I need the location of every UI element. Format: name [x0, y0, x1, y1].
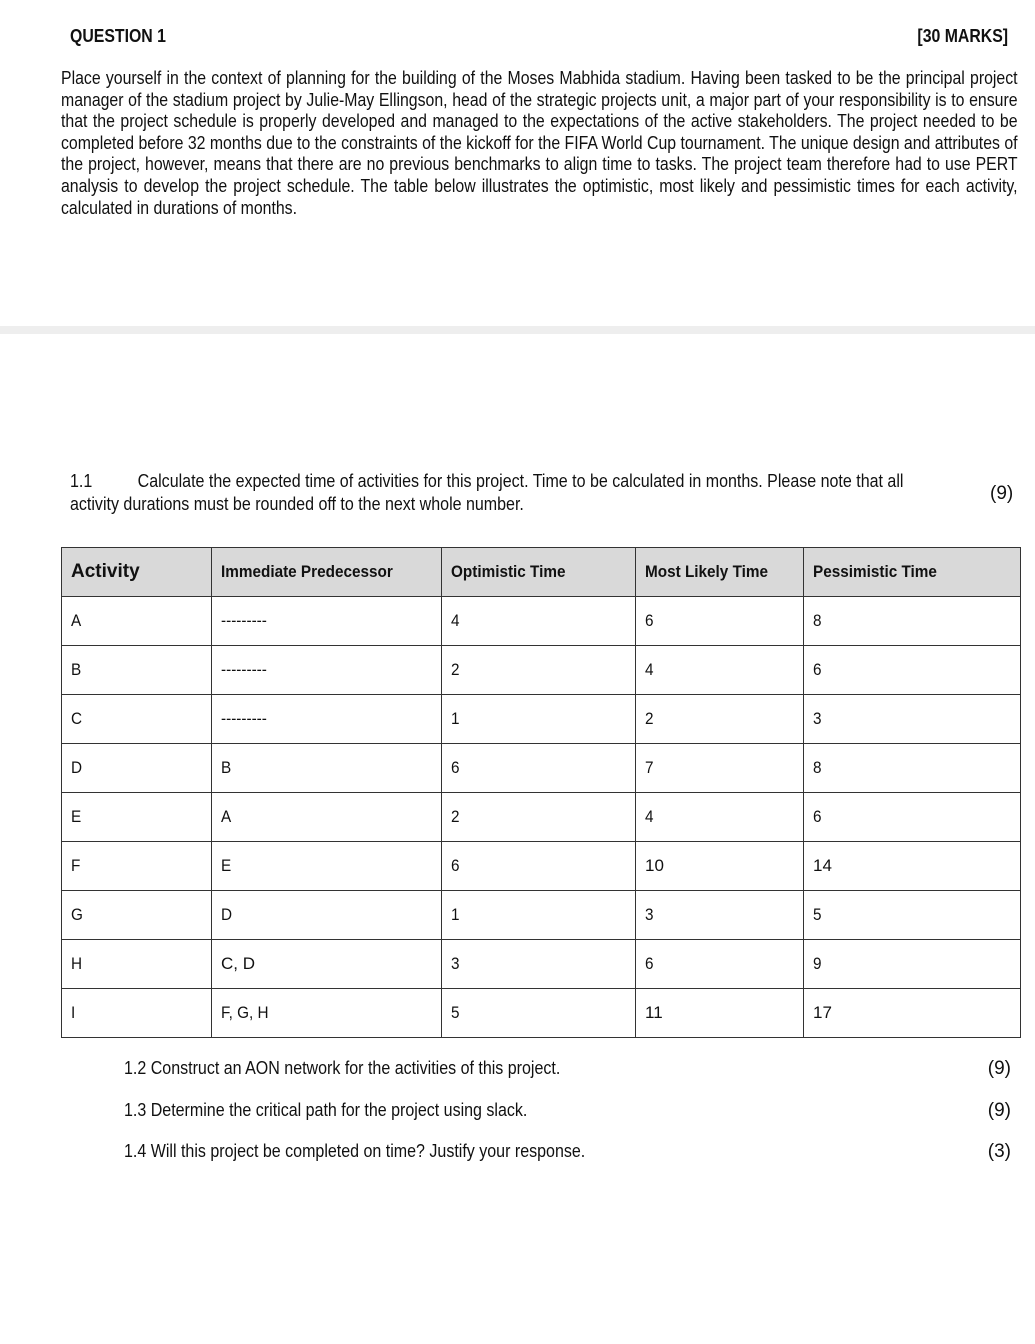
cell-pessimistic: 5 [804, 891, 1021, 940]
cell-most-likely: 2 [636, 695, 804, 744]
cell-optimistic: 6 [442, 744, 636, 793]
question-1-3-marks: (9) [987, 1100, 1011, 1121]
cell-pessimistic: 8 [804, 597, 1021, 646]
cell-most-likely: 11 [636, 989, 804, 1038]
cell-pessimistic: 6 [804, 646, 1021, 695]
table-row [62, 842, 1021, 891]
cell-optimistic: 5 [442, 989, 636, 1038]
table-row [62, 989, 1021, 1038]
cell-predecessor: B [212, 744, 442, 793]
cell-predecessor: C, D [212, 940, 442, 989]
cell-most-likely: 10 [636, 842, 804, 891]
question-1-1-number: 1.1 [70, 471, 93, 491]
question-1-2-text: 1.2 Construct an AON network for the activities of this project. [124, 1058, 561, 1078]
cell-pessimistic: 8 [804, 744, 1021, 793]
question-1-4-text: 1.4 Will this project be completed on time? Justify your response. [124, 1141, 586, 1161]
cell-most-likely: 4 [636, 646, 804, 695]
cell-optimistic: 1 [442, 891, 636, 940]
table-header-row [62, 548, 1021, 597]
cell-pessimistic: 6 [804, 793, 1021, 842]
table-row [62, 695, 1021, 744]
question-title: QUESTION 1 [70, 26, 166, 46]
question-1-1-text: Calculate the expected time of activities for this project. Time to be calculated in months. Please note that all activity durations must be rounded off to the next whole number. [70, 471, 904, 514]
cell-pessimistic: 3 [804, 695, 1021, 744]
cell-optimistic: 3 [442, 940, 636, 989]
cell-predecessor: --------- [212, 646, 442, 695]
question-1-4 [124, 1141, 1011, 1165]
cell-activity: B [62, 646, 212, 695]
cell-predecessor: A [212, 793, 442, 842]
cell-most-likely: 3 [636, 891, 804, 940]
cell-optimistic: 6 [442, 842, 636, 891]
cell-most-likely: 4 [636, 793, 804, 842]
cell-activity: G [62, 891, 212, 940]
header-pessimistic-time: Pessimistic Time [804, 548, 1021, 597]
cell-pessimistic: 17 [804, 989, 1021, 1038]
cell-activity: C [62, 695, 212, 744]
table-row [62, 793, 1021, 842]
cell-most-likely: 6 [636, 597, 804, 646]
cell-optimistic: 2 [442, 646, 636, 695]
question-1-2-marks: (9) [987, 1058, 1011, 1079]
header-most-likely-time: Most Likely Time [636, 548, 804, 597]
question-1-1-marks: (9) [990, 483, 1014, 504]
cell-activity: E [62, 793, 212, 842]
cell-activity: D [62, 744, 212, 793]
cell-most-likely: 6 [636, 940, 804, 989]
cell-predecessor: E [212, 842, 442, 891]
cell-optimistic: 1 [442, 695, 636, 744]
cell-activity: A [62, 597, 212, 646]
cell-optimistic: 4 [442, 597, 636, 646]
cell-activity: F [62, 842, 212, 891]
cell-activity: H [62, 940, 212, 989]
table-row [62, 646, 1021, 695]
cell-predecessor: --------- [212, 597, 442, 646]
question-1-3-text: 1.3 Determine the critical path for the project using slack. [124, 1100, 528, 1120]
cell-optimistic: 2 [442, 793, 636, 842]
question-marks: [30 MARKS] [917, 26, 1009, 46]
cell-predecessor: F, G, H [212, 989, 442, 1038]
question-1-1 [70, 470, 947, 516]
question-1-3 [124, 1100, 1011, 1124]
header-optimistic-time: Optimistic Time [442, 548, 636, 597]
question-header [70, 26, 1008, 50]
table-row [62, 597, 1021, 646]
cell-predecessor: --------- [212, 695, 442, 744]
header-activity: Activity [62, 548, 212, 597]
question-1-2 [124, 1058, 1011, 1082]
cell-pessimistic: 14 [804, 842, 1021, 891]
table-row [62, 891, 1021, 940]
pert-table [61, 547, 1021, 1038]
cell-most-likely: 7 [636, 744, 804, 793]
cell-pessimistic: 9 [804, 940, 1021, 989]
question-1-4-marks: (3) [987, 1141, 1011, 1162]
intro-paragraph: Place yourself in the context of planning for the building of the Moses Mabhida stadium. Having been tasked to be the principal project manager of the stadium project by Julie-May Ellingson, head of the strategic projects unit, a major part of your responsibility is to ensure that the project schedule is properly developed and managed to the expectations of the active stakeholders. The project needed to be completed before 32 months due to the constraints of the kickoff for the FIFA World Cup tournament. The unique design and attributes of the project, however, means that there are no previous benchmarks to align time to tasks. The project team therefore had to use PERT analysis to develop the project schedule. The table below illustrates the optimistic, most likely and pessimistic times for each activity, calculated in durations of months. [61, 68, 1018, 218]
cell-predecessor: D [212, 891, 442, 940]
cell-activity: I [62, 989, 212, 1038]
header-immediate-predecessor: Immediate Predecessor [212, 548, 442, 597]
section-divider [0, 326, 1035, 334]
table-row [62, 744, 1021, 793]
table-row [62, 940, 1021, 989]
